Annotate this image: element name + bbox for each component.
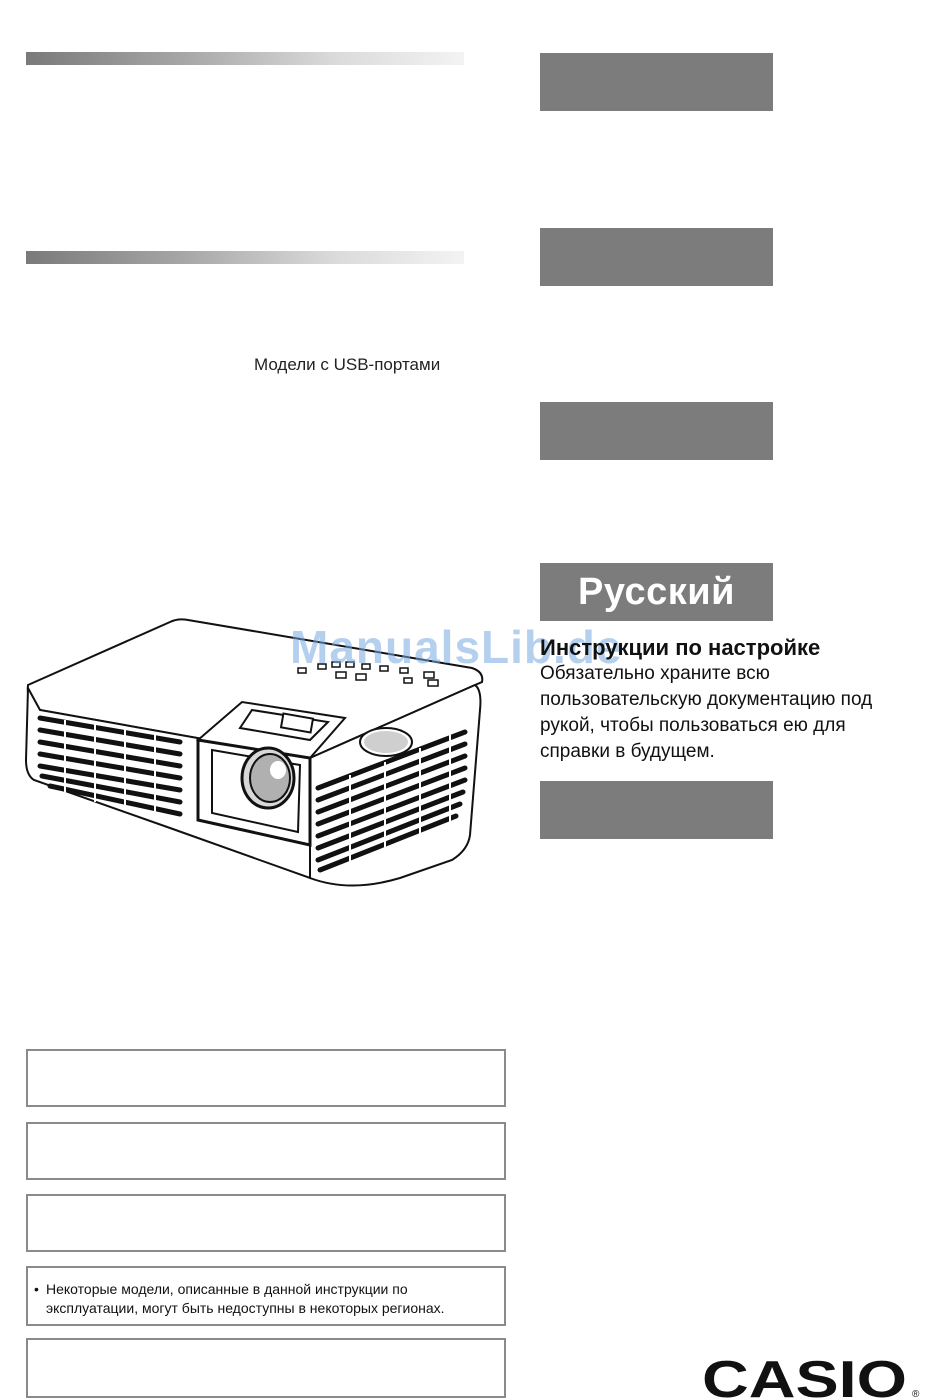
info-box-5 (26, 1338, 506, 1398)
availability-note-box (26, 1266, 506, 1326)
info-box-2 (26, 1122, 506, 1180)
language-tab-russian: Русский (540, 563, 773, 621)
header-gradient-bar-middle (26, 251, 464, 264)
header-gradient-bar-top (26, 52, 464, 65)
setup-title: Инструкции по настройке (540, 635, 821, 660)
watermark: ManualsLib.de (290, 621, 623, 673)
language-tab-blank-2 (540, 228, 773, 286)
language-tab-blank-3 (540, 402, 773, 460)
info-box-3 (26, 1194, 506, 1252)
models-label: Модели с USB-портами (254, 355, 441, 374)
note-bullet: • (34, 1281, 39, 1297)
language-tab-blank-4 (540, 781, 773, 839)
casio-logo (702, 1355, 927, 1399)
language-tab-blank-1 (540, 53, 773, 111)
note-line-1: Некоторые модели, описанные в данной инструкции по (46, 1281, 408, 1297)
registered-mark: ® (912, 1389, 920, 1399)
info-box-1 (26, 1049, 506, 1107)
setup-text: Обязательно храните всю пользовательскую документацию под рукой, чтобы пользоваться ею для справки в будущем. (540, 663, 873, 762)
logo-text: CASIO (702, 1355, 907, 1399)
note-line-2: эксплуатации, могут быть недоступны в некоторых регионах. (46, 1300, 445, 1316)
